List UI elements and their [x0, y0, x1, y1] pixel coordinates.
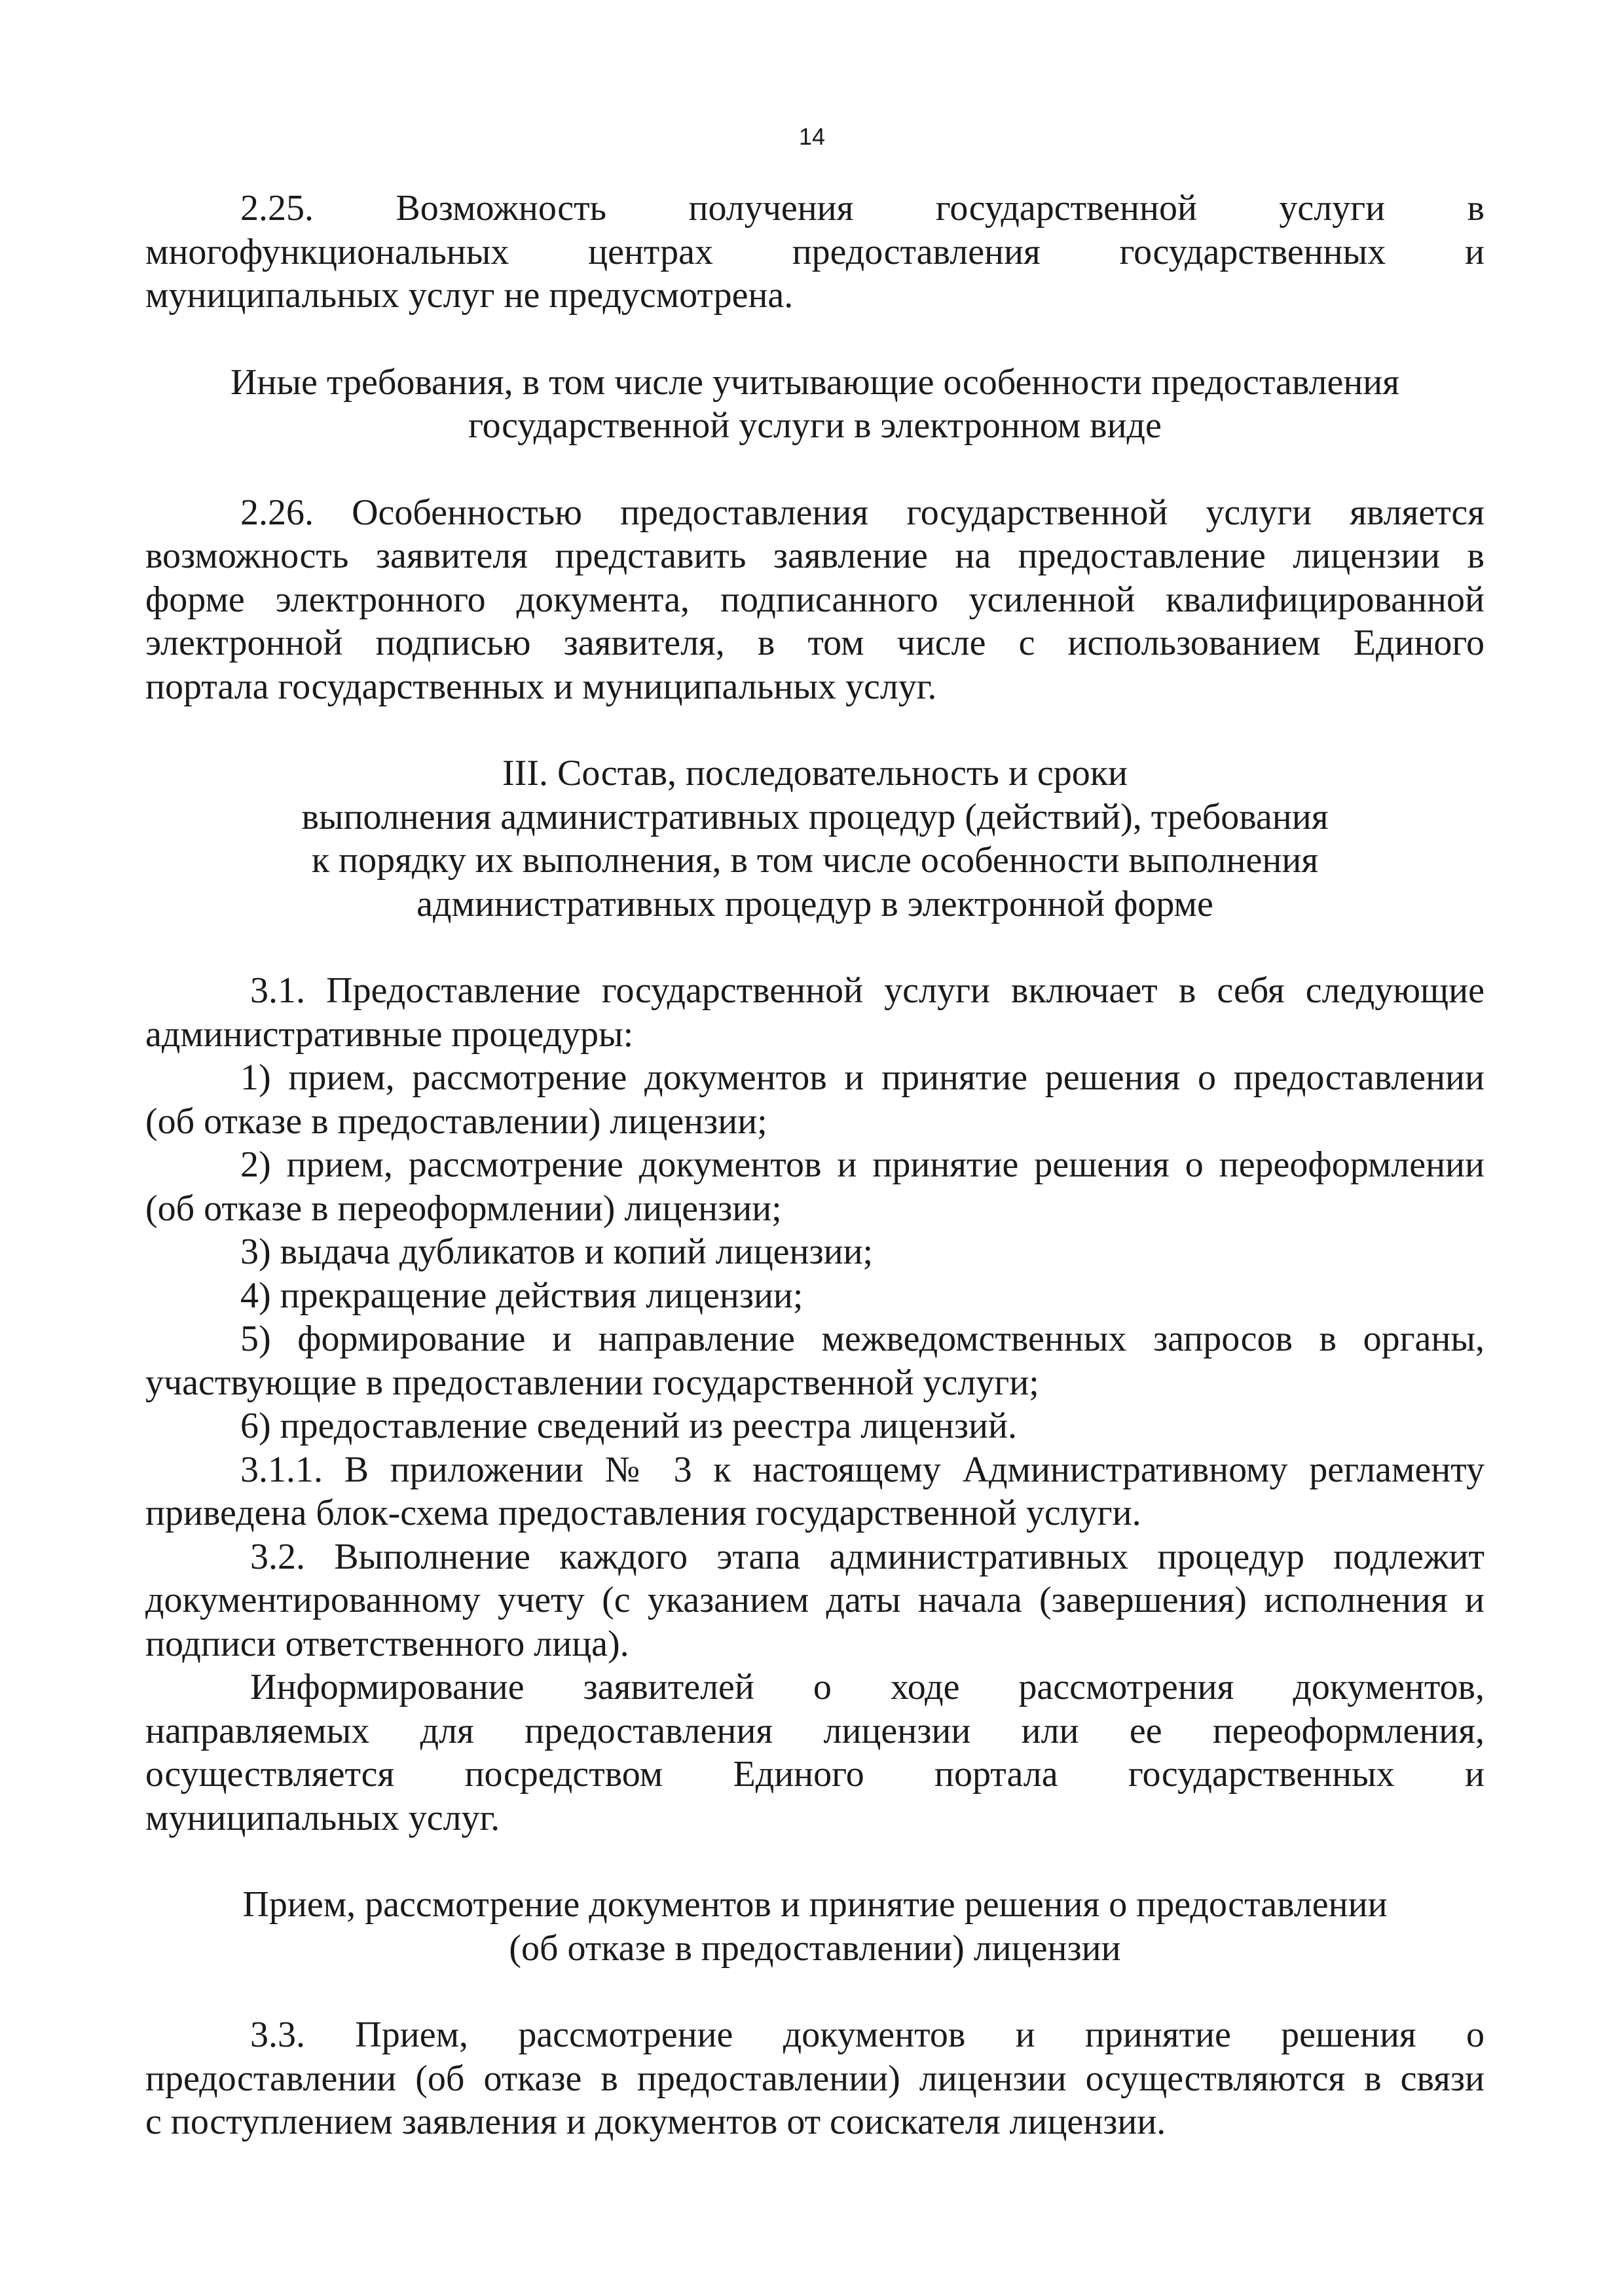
- heading-line: к порядку их выполнения, в том числе особенности выполнения: [311, 840, 1319, 881]
- list-item-3: [145, 1230, 1485, 1274]
- paragraph-3-1-1: [145, 1448, 1485, 1535]
- text-line: Информирование заявителей о ходе рассмотрения документов,: [250, 1667, 1485, 1707]
- text-line: осуществляется посредством Единого портала государственных и: [145, 1754, 1485, 1795]
- list-item-1: [145, 1056, 1485, 1143]
- text-line: 2.26. Особенностью предоставления государственной услуги является: [240, 492, 1485, 533]
- text-line: 2) прием, рассмотрение документов и принятие решения о переоформлении: [240, 1144, 1485, 1185]
- heading-line: административных процедур в электронной форме: [416, 883, 1213, 924]
- text-line: 3.3. Прием, рассмотрение документов и принятие решения о: [250, 2014, 1485, 2055]
- text-line: форме электронного документа, подписанного усиленной квалифицированной: [145, 579, 1485, 620]
- heading-line: (об отказе в предоставлении) лицензии: [509, 1927, 1121, 1969]
- text-line: 3) выдача дубликатов и копий лицензии;: [240, 1231, 874, 1272]
- text-line: 6) предоставление сведений из реестра лицензий.: [240, 1406, 1017, 1446]
- list-item-2: [145, 1143, 1485, 1230]
- paragraph-3-3: [145, 2013, 1485, 2144]
- paragraph-2-25: [145, 187, 1485, 318]
- text-line: подписи ответственного лица).: [145, 1623, 629, 1664]
- text-line: (об отказе в предоставлении) лицензии;: [145, 1101, 767, 1142]
- text-line: 3.1. Предоставление государственной услуги включает в себя следующие: [250, 970, 1485, 1011]
- list-item-4: [145, 1274, 1485, 1318]
- text-line: многофункциональных центрах предоставления государственных и: [145, 231, 1485, 272]
- paragraph-3-1: [145, 969, 1485, 1056]
- paragraph-informing: [145, 1666, 1485, 1840]
- paragraph-3-2: [145, 1535, 1485, 1666]
- text-line: приведена блок-схема предоставления государственной услуги.: [145, 1493, 1141, 1533]
- paragraph-2-26: [145, 491, 1485, 709]
- heading-section-3: [145, 752, 1485, 926]
- text-line: 3.2. Выполнение каждого этапа административных процедур подлежит: [250, 1536, 1485, 1577]
- text-line: 5) формирование и направление межведомственных запросов в органы,: [240, 1319, 1485, 1359]
- text-line: портала государственных и муниципальных услуг.: [145, 666, 937, 707]
- heading-other-requirements: [145, 361, 1485, 448]
- list-item-5: [145, 1317, 1485, 1404]
- text-line: 1) прием, рассмотрение документов и принятие решения о предоставлении: [240, 1057, 1485, 1098]
- text-line: предоставлении (об отказе в предоставлении) лицензии осуществляются в связи: [145, 2058, 1485, 2099]
- text-line: 2.25. Возможность получения государственной услуги в: [240, 188, 1485, 228]
- text-line: электронной подписью заявителя, в том числе с использованием Единого: [145, 623, 1485, 663]
- text-line: муниципальных услуг.: [145, 1797, 500, 1838]
- heading-line: выполнения административных процедур (действий), требования: [301, 796, 1329, 837]
- heading-line: Иные требования, в том числе учитывающие особенности предоставления: [230, 361, 1400, 403]
- document-body: [145, 187, 1485, 2144]
- text-line: направляемых для предоставления лицензии или ее переоформления,: [145, 1710, 1485, 1751]
- list-item-6: [145, 1404, 1485, 1448]
- text-line: (об отказе в переоформлении) лицензии;: [145, 1188, 782, 1229]
- text-line: участвующие в предоставлении государственной услуги;: [145, 1362, 1039, 1403]
- text-line: документированному учету (с указанием даты начала (завершения) исполнения и: [145, 1580, 1485, 1620]
- heading-line: Прием, рассмотрение документов и принятие решения о предоставлении: [242, 1884, 1388, 1925]
- heading-line: государственной услуги в электронном виде: [468, 405, 1162, 446]
- page-number: 14: [798, 123, 826, 150]
- text-line: административные процедуры:: [145, 1013, 634, 1055]
- text-line: возможность заявителя представить заявление на предоставление лицензии в: [145, 536, 1485, 576]
- text-line: с поступлением заявления и документов от соискателя лицензии.: [145, 2102, 1166, 2142]
- heading-line: III. Состав, последовательность и сроки: [502, 753, 1128, 793]
- text-line: 3.1.1. В приложении № 3 к настоящему Административному регламенту: [240, 1449, 1485, 1490]
- heading-reception: [145, 1883, 1485, 1970]
- text-line: муниципальных услуг не предусмотрена.: [145, 275, 794, 316]
- text-line: 4) прекращение действия лицензии;: [240, 1275, 803, 1316]
